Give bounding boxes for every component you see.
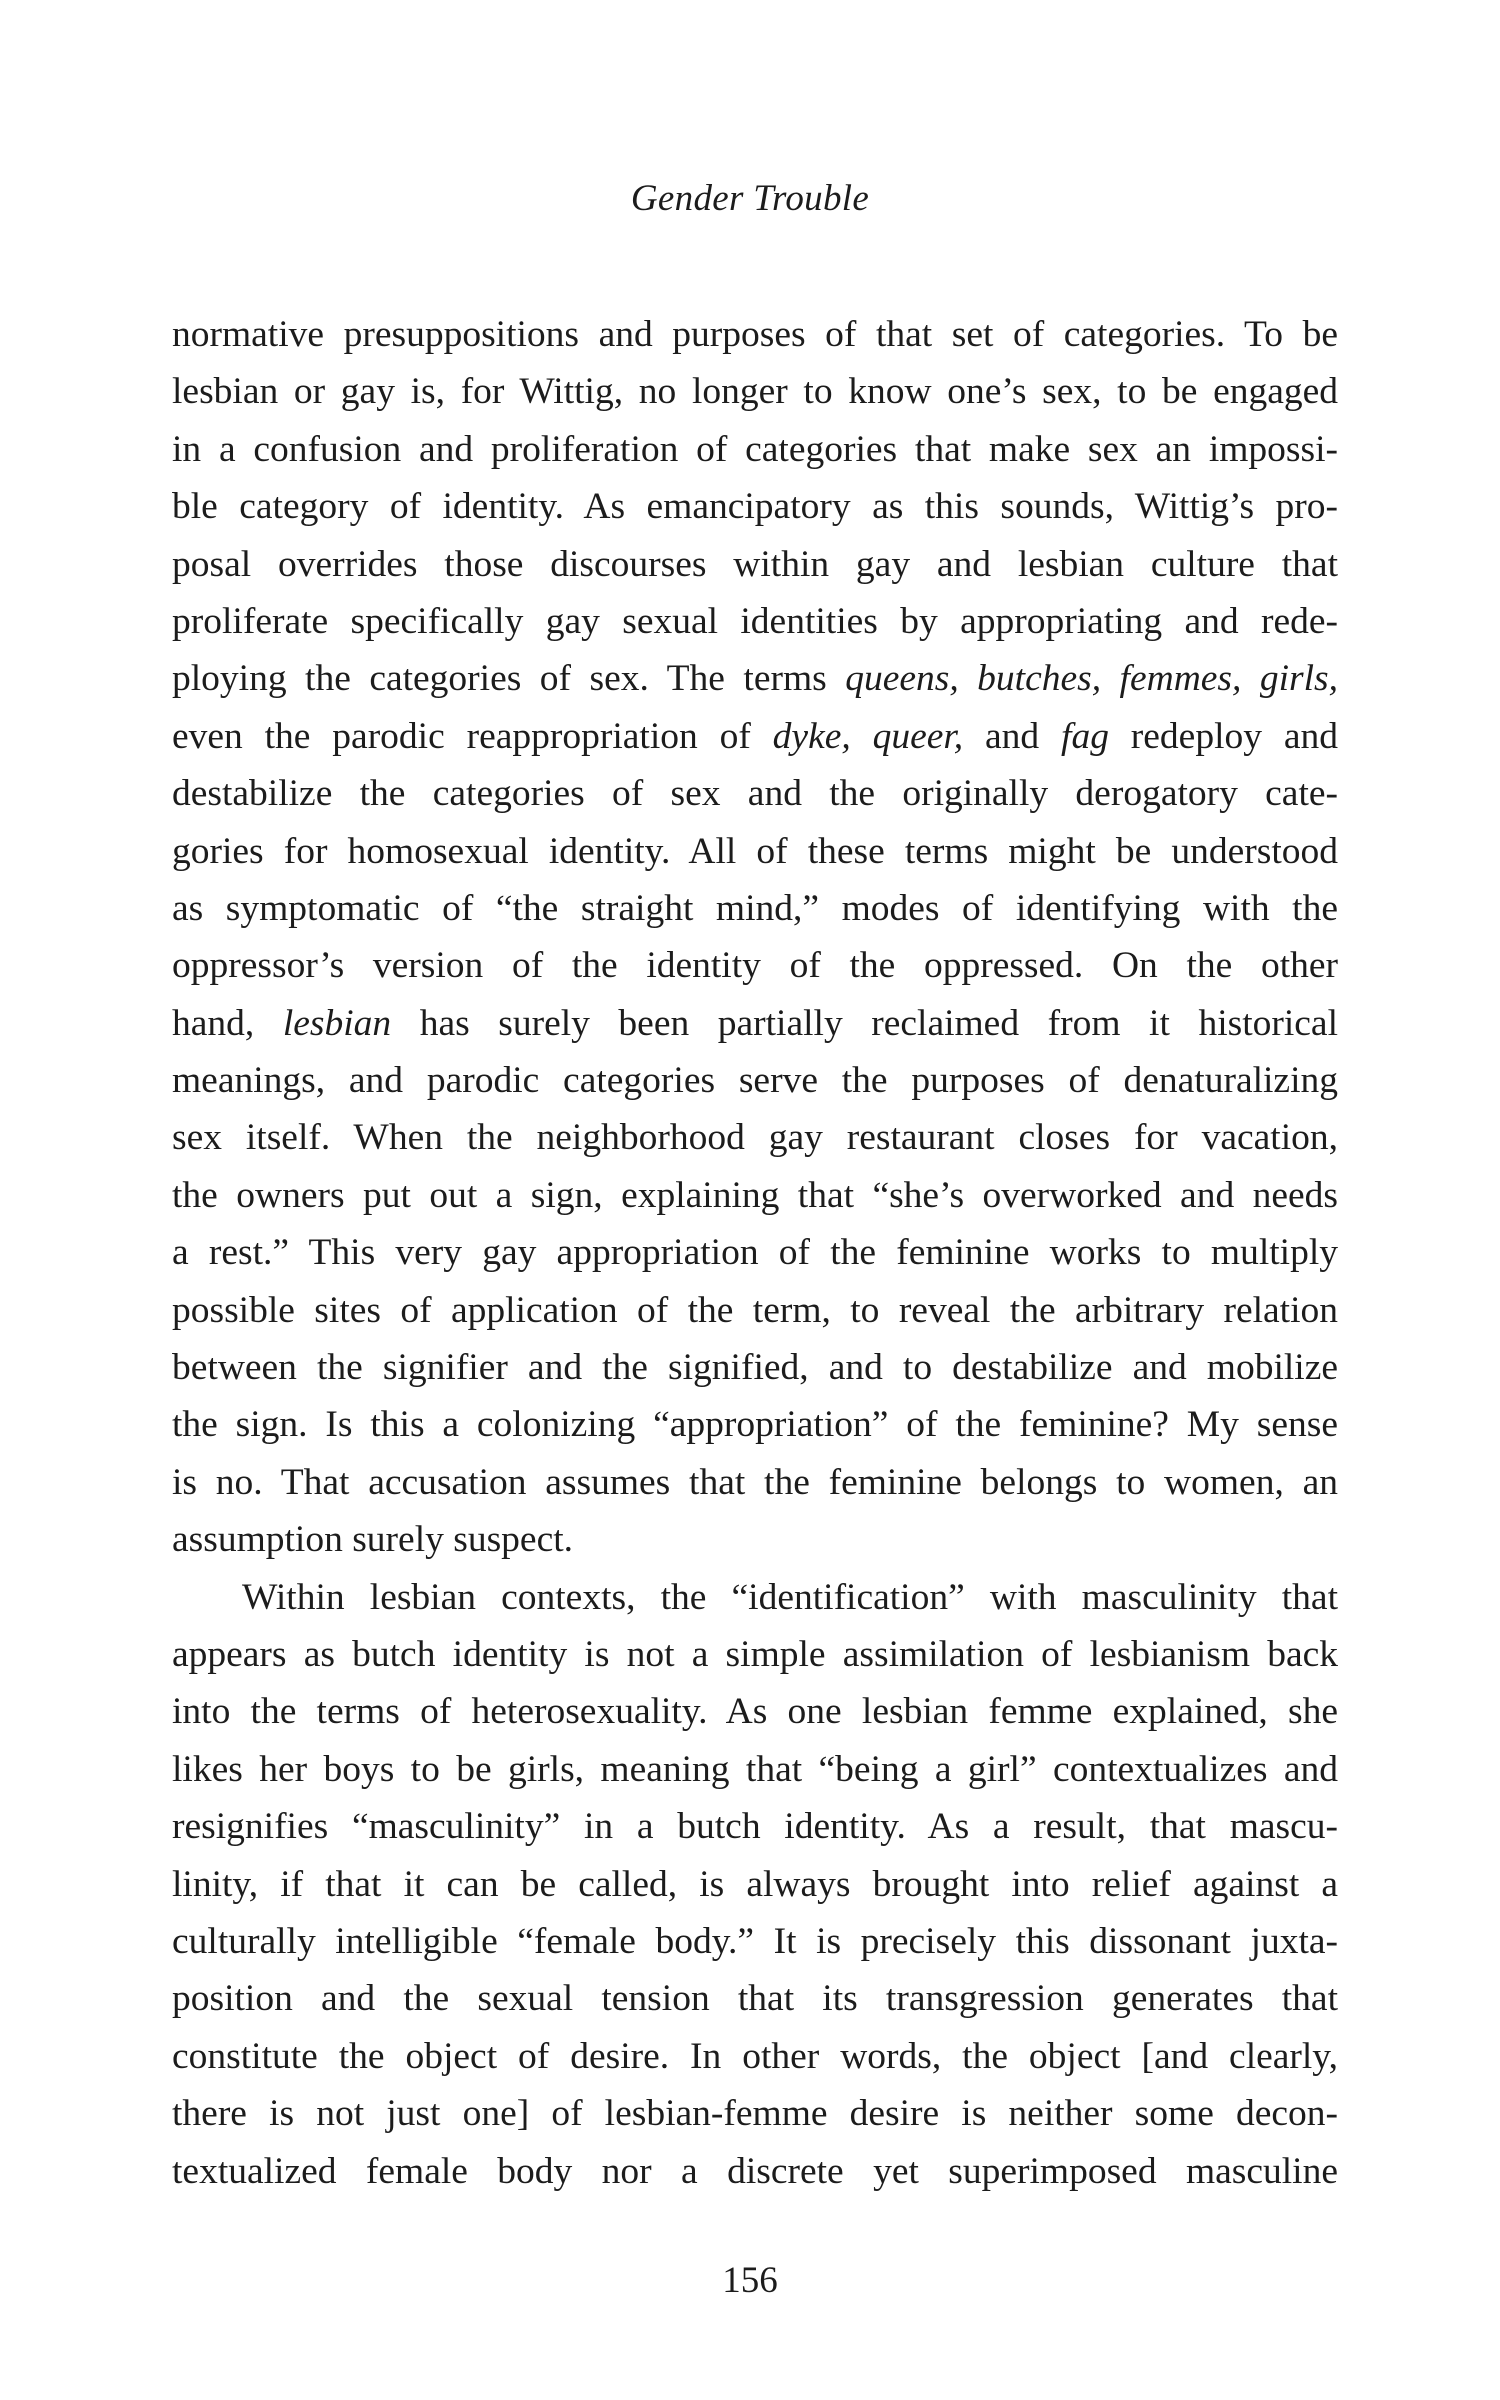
text-line <box>172 1683 1338 1740</box>
text-run: lesbian or gay is, for Wittig, no longer to know one’s sex, to be engaged <box>172 371 1338 413</box>
text-line <box>172 1913 1338 1970</box>
text-line <box>172 363 1338 420</box>
text-run: between the signifier and the signified, and to destabilize and mobilize <box>172 1347 1338 1389</box>
text-line <box>172 421 1338 478</box>
italic-term: fag <box>1061 715 1109 757</box>
text-run: position and the sexual tension that its transgression generates that <box>172 1978 1338 2020</box>
text-run: a rest.” This very gay appropriation of the feminine works to multiply <box>172 1232 1338 1274</box>
text-run: meanings, and parodic categories serve the purposes of denaturalizing <box>172 1060 1338 1102</box>
text-run: the owners put out a sign, explaining that “she’s overworked and needs <box>172 1174 1338 1216</box>
text-line <box>172 708 1338 765</box>
italic-term: queens, butches, femmes, girls, <box>845 658 1339 700</box>
text-run: appears as butch identity is not a simple assimilation of lesbianism back <box>172 1633 1338 1675</box>
body-text <box>172 306 1338 2200</box>
text-run: possible sites of application of the term, to reveal the arbitrary relation <box>172 1289 1338 1331</box>
running-head: Gender Trouble <box>630 178 870 219</box>
text-line <box>172 1109 1338 1166</box>
text-line <box>172 1454 1338 1511</box>
italic-term: lesbian <box>282 1002 392 1044</box>
text-line <box>172 995 1338 1052</box>
text-line <box>172 765 1338 822</box>
text-line <box>172 2143 1338 2200</box>
text-run: sex itself. When the neighborhood gay restaurant closes for vacation, <box>172 1117 1338 1159</box>
text-run: and <box>963 715 1062 757</box>
text-line <box>172 1856 1338 1913</box>
text-run: normative presuppositions and purposes of that set of categories. To be <box>172 314 1338 355</box>
text-run: destabilize the categories of sex and the originally derogatory cate- <box>172 773 1338 815</box>
text-run: as symptomatic of “the straight mind,” modes of identifying with the <box>172 887 1338 929</box>
text-run: resignifies “masculinity” in a butch identity. As a result, that mascu- <box>172 1806 1338 1848</box>
text-line <box>172 1798 1338 1855</box>
text-line <box>172 1339 1338 1396</box>
text-run: oppressor’s version of the identity of the oppressed. On the other <box>172 945 1338 987</box>
text-line <box>172 306 1338 363</box>
text-run: ble category of identity. As emancipatory as this sounds, Wittig’s pro- <box>172 486 1338 528</box>
italic-term: dyke, queer, <box>772 715 964 757</box>
text-run: proliferate specifically gay sexual identities by appropriating and rede- <box>172 600 1338 642</box>
text-line <box>172 478 1338 535</box>
text-line <box>172 880 1338 937</box>
text-run: redeploy and <box>1108 715 1338 757</box>
text-run: gories for homosexual identity. All of these terms might be understood <box>172 830 1338 872</box>
text-run: Within lesbian contexts, the “identification” with masculinity that <box>242 1576 1338 1618</box>
text-run: in a confusion and proliferation of categories that make sex an impossi- <box>172 428 1338 470</box>
text-run: constitute the object of desire. In other words, the object [and clearly, <box>172 2035 1338 2077</box>
text-line <box>172 1741 1338 1798</box>
text-run: posal overrides those discourses within gay and lesbian culture that <box>172 543 1338 585</box>
text-line <box>172 823 1338 880</box>
paragraph <box>172 306 1338 1569</box>
text-run: culturally intelligible “female body.” It is precisely this dissonant juxta- <box>172 1920 1338 1962</box>
text-line <box>172 1052 1338 1109</box>
text-line <box>172 536 1338 593</box>
text-line <box>172 1626 1338 1683</box>
text-run: has surely been partially reclaimed from it historical <box>391 1002 1338 1044</box>
text-run: textualized female body nor a discrete yet superimposed masculine <box>172 2150 1338 2192</box>
text-run: assumption surely suspect. <box>172 1519 574 1561</box>
text-line <box>172 2028 1338 2085</box>
text-run: there is not just one] of lesbian-femme desire is neither some decon- <box>172 2093 1338 2135</box>
text-line <box>172 1511 1338 1568</box>
text-line <box>172 1282 1338 1339</box>
text-line <box>172 593 1338 650</box>
text-run: into the terms of heterosexuality. As one lesbian femme explained, she <box>172 1691 1338 1733</box>
text-line <box>172 1224 1338 1281</box>
text-run: ploying the categories of sex. The terms <box>172 658 846 700</box>
text-run: even the parodic reappropriation of <box>172 715 773 757</box>
text-line <box>172 2085 1338 2142</box>
text-run: is no. That accusation assumes that the feminine belongs to women, an <box>172 1461 1338 1503</box>
paragraph <box>172 1569 1338 2200</box>
text-run: linity, if that it can be called, is always brought into relief against a <box>172 1863 1338 1905</box>
text-line <box>172 1970 1338 2027</box>
text-line <box>172 1569 1338 1626</box>
page-number: 156 <box>722 2260 778 2301</box>
text-line <box>172 937 1338 994</box>
text-run: likes her boys to be girls, meaning that “being a girl” contextualizes and <box>172 1748 1338 1790</box>
text-run: hand, <box>172 1002 283 1044</box>
text-line <box>172 1396 1338 1453</box>
text-line <box>172 1167 1338 1224</box>
text-line <box>172 650 1338 707</box>
text-run: the sign. Is this a colonizing “appropriation” of the feminine? My sense <box>172 1404 1338 1446</box>
